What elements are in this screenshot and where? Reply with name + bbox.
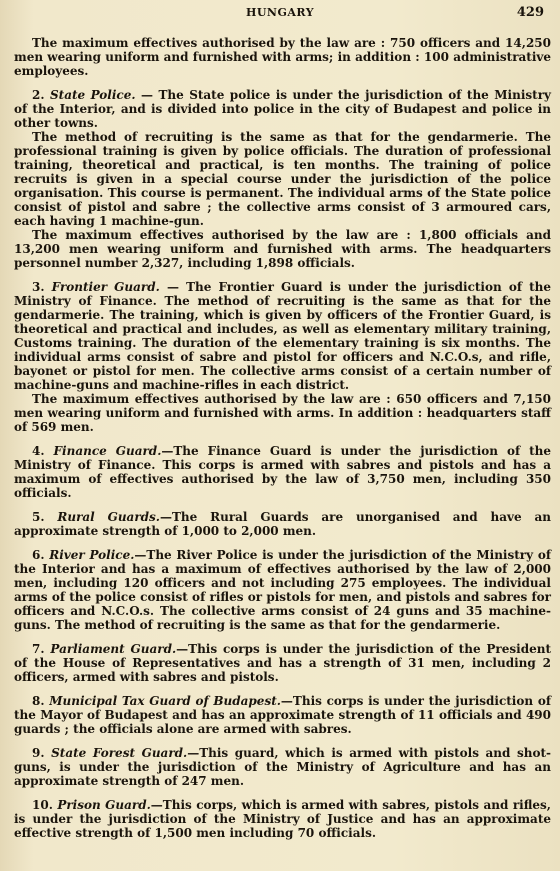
section-number: 6. xyxy=(32,548,45,562)
section-finance-guard xyxy=(14,444,551,500)
paragraph xyxy=(14,694,551,736)
running-head: HUNGARY xyxy=(245,6,315,19)
section-state-forest-guard xyxy=(14,746,551,788)
paragraph xyxy=(14,88,551,130)
section-number: 4. xyxy=(32,444,45,458)
section-state-police xyxy=(14,88,551,270)
section-text: —The Rural Guards are unorganised and have an approximate strength of 1,000 to 2,000 men. xyxy=(14,510,551,538)
section-text: —The River Police is under the jurisdiction of the Ministry of the Interior and has a maximum of effectives authorised by the law of 2,000 men, including 120 officers and not including 275 employees. The individual arms of the police consist of rifles or pistols for men, and pistols and sabres for officers and N.C.O.s. The collective arms consist of 24 guns and 35 machine-guns. The method of recruiting is the same as that for the gendarmerie. xyxy=(14,548,551,632)
section-heading: Parliament Guard. xyxy=(50,642,177,656)
section-text: —This corps is under the jurisdiction of the President of the House of Representatives and has a strength of 31 men, including 2 officers, armed with sabres and pistols. xyxy=(14,642,551,684)
paragraph xyxy=(14,510,551,538)
section-heading: Prison Guard. xyxy=(57,798,151,812)
section-number: 8. xyxy=(32,694,45,708)
paragraph xyxy=(14,444,551,500)
section-heading: State Forest Guard. xyxy=(51,746,188,760)
paragraph xyxy=(14,746,551,788)
section-text: — The Frontier Guard is under the jurisdiction of the Ministry of Finance. The method of recruiting is the same as that for the gendarmerie. The training, which is given by officers of the Frontier Guard, is theoretical and practical and includes, as well as elementary military training, Customs training. The duration of the elementary training is six months. The individual arms consist of sabre and pistol for officers and N.C.O.s, and rifle, bayonet or pistol for men. The collective arms consist of a certain number of machine-guns and machine-rifles in each district. xyxy=(14,280,552,392)
section-number: 9. xyxy=(32,746,45,760)
section-text: — The State police is under the jurisdiction of the Ministry of the Interior, and is divided into police in the city of Budapest and police in other towns. xyxy=(14,88,551,130)
paragraph: The maximum effectives authorised by the law are : 650 officers and 7,150 men wearing uniform and furnished with arms. In addition : headquarters staff of 569 men. xyxy=(14,392,551,434)
document-body xyxy=(14,36,551,850)
section-effectives-intro xyxy=(14,36,551,78)
section-number: 2. xyxy=(32,88,45,102)
paragraph: The method of recruiting is the same as that for the gendarmerie. The professional training is given by police officials. The duration of professional training, theoretical and practical, is ten months. The training of police recruits is given in a special course under the jurisdiction of the police organisation. This course is permanent. The individual arms of the State police consist of pistol and sabre ; the collective arms consist of 3 armoured cars, each having 1 machine-gun. xyxy=(14,130,551,228)
section-rural-guards xyxy=(14,510,551,538)
paragraph xyxy=(14,548,551,632)
section-number: 5. xyxy=(32,510,45,524)
paragraph xyxy=(14,798,551,840)
section-heading: State Police. xyxy=(49,88,136,102)
section-frontier-guard xyxy=(14,280,551,434)
paragraph: The maximum effectives authorised by the law are : 750 officers and 14,250 men wearing uniform and furnished with arms; in addition : 100 administrative employees. xyxy=(14,36,551,78)
section-river-police xyxy=(14,548,551,632)
section-heading: River Police. xyxy=(49,548,135,562)
section-text: —The Finance Guard is under the jurisdiction of the Ministry of Finance. This corps is armed with sabres and pistols and has a maximum of effectives authorised by the law of 3,750 men, including 350 officials. xyxy=(14,444,551,500)
page-number: 429 xyxy=(516,5,544,20)
section-text: —This corps, which is armed with sabres, pistols and rifles, is under the jurisdiction of the Ministry of Justice and has an approximate effective strength of 1,500 men including 70 officials. xyxy=(14,798,551,840)
section-number: 10. xyxy=(32,798,53,812)
section-heading: Municipal Tax Guard of Budapest. xyxy=(49,694,281,708)
page-header xyxy=(0,6,560,26)
section-parliament-guard xyxy=(14,642,551,684)
section-heading: Rural Guards. xyxy=(57,510,160,524)
section-number: 3. xyxy=(32,280,45,294)
section-heading: Frontier Guard. xyxy=(51,280,160,294)
section-prison-guard xyxy=(14,798,551,840)
paragraph xyxy=(14,280,551,392)
section-text: —This corps is under the jurisdiction of the Mayor of Budapest and has an approximate strength of 11 officials and 490 guards ; the officials alone are armed with sabres. xyxy=(14,694,551,736)
section-heading: Finance Guard. xyxy=(53,444,162,458)
paragraph xyxy=(14,642,551,684)
section-municipal-tax-guard xyxy=(14,694,551,736)
section-text: —This guard, which is armed with pistols and shot-guns, is under the jurisdiction of the Ministry of Agriculture and has an approximate strength of 247 men. xyxy=(14,746,552,788)
section-number: 7. xyxy=(32,642,45,656)
paragraph: The maximum effectives authorised by the law are : 1,800 officials and 13,200 men wearing uniform and furnished with arms. The headquarters personnel number 2,327, including 1,898 officials. xyxy=(14,228,551,270)
